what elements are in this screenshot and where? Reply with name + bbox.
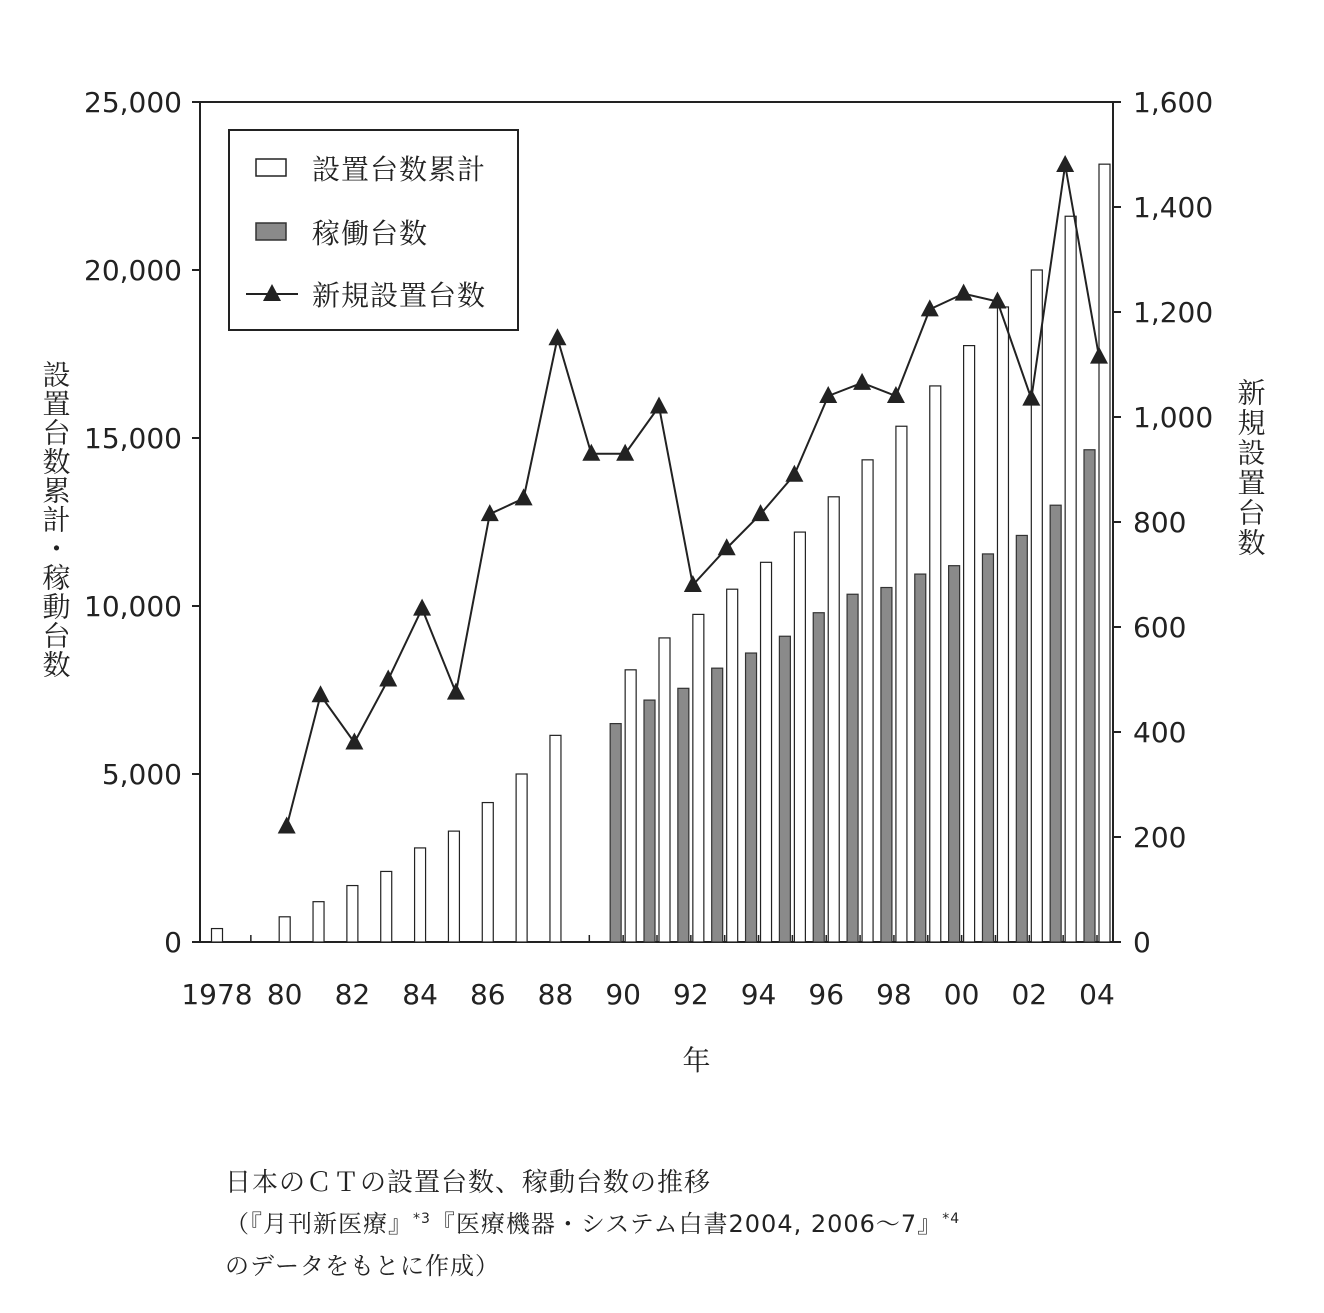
left-axis-title: 設置台数累計・稼動台数 bbox=[38, 360, 72, 679]
caption-source-1: （『月刊新医療』 bbox=[225, 1210, 413, 1238]
right-axis-title: 新規設置台数 bbox=[1233, 378, 1267, 558]
caption-source-2: 『医療機器・システム白書2004, 2006～7』 bbox=[430, 1210, 943, 1238]
new-installations-marker-1987 bbox=[515, 488, 533, 505]
x-axis-title: 年 bbox=[682, 1044, 711, 1077]
bar-operating-1991 bbox=[644, 700, 655, 942]
bar-operating-2000 bbox=[949, 566, 960, 942]
x-tick-label-2002: 02 bbox=[1011, 978, 1048, 1011]
bar-cumulative-1980 bbox=[279, 917, 290, 942]
bar-operating-2001 bbox=[982, 554, 993, 942]
legend-label-1: 稼働台数 bbox=[312, 217, 429, 250]
left-y-tick-label-2: 10,000 bbox=[84, 590, 182, 623]
new-installations-marker-1985 bbox=[447, 683, 465, 700]
left-y-tick-label-3: 15,000 bbox=[84, 422, 182, 455]
bar-cumulative-1996 bbox=[828, 497, 839, 942]
new-installations-marker-1986 bbox=[481, 504, 499, 521]
bar-operating-2002 bbox=[1016, 535, 1027, 942]
caption-title-text: 日本のＣＴの設置台数、稼動台数の推移 bbox=[225, 1168, 712, 1198]
bar-cumulative-1997 bbox=[862, 460, 873, 942]
bar-cumulative-2001 bbox=[997, 307, 1008, 942]
new-installations-marker-2003 bbox=[1056, 155, 1074, 172]
new-installations-marker-2000 bbox=[955, 284, 973, 301]
bar-cumulative-1990 bbox=[625, 670, 636, 942]
bar-cumulative-1978 bbox=[212, 929, 223, 942]
new-installations-marker-1999 bbox=[921, 299, 939, 316]
caption-note-text: のデータをもとに作成） bbox=[225, 1252, 500, 1280]
bar-cumulative-1985 bbox=[448, 831, 459, 942]
bar-cumulative-1993 bbox=[727, 589, 738, 942]
x-tick-label-1998: 98 bbox=[876, 978, 912, 1011]
x-tick-label-2000: 00 bbox=[943, 978, 980, 1011]
caption-note bbox=[225, 1246, 500, 1281]
bar-cumulative-1981 bbox=[313, 902, 324, 942]
right-y-tick-label-4: 800 bbox=[1133, 506, 1187, 539]
right-y-tick-label-8: 1,600 bbox=[1133, 86, 1214, 119]
right-y-tick-label-1: 200 bbox=[1133, 821, 1187, 854]
bar-operating-1993 bbox=[712, 668, 723, 942]
x-tick-label-1982: 82 bbox=[334, 978, 371, 1011]
caption-title bbox=[225, 1162, 711, 1199]
right-y-tick-label-0: 0 bbox=[1133, 926, 1151, 959]
right-y-tick-label-2: 400 bbox=[1133, 716, 1187, 749]
new-installations-marker-1983 bbox=[379, 670, 397, 687]
x-tick-label-1986: 86 bbox=[469, 978, 506, 1011]
bar-cumulative-1994 bbox=[761, 562, 772, 942]
right-y-tick-label-3: 600 bbox=[1133, 611, 1187, 644]
x-tick-label-1994: 94 bbox=[740, 978, 777, 1011]
new-installations-marker-1988 bbox=[548, 328, 566, 345]
bar-cumulative-1998 bbox=[896, 426, 907, 942]
new-installations-marker-1989 bbox=[582, 444, 600, 461]
left-y-tick-label-1: 5,000 bbox=[101, 758, 182, 791]
bar-cumulative-2003 bbox=[1065, 216, 1076, 942]
new-installations-marker-1981 bbox=[312, 685, 330, 702]
bar-operating-1994 bbox=[746, 653, 757, 942]
new-installations-marker-1991 bbox=[650, 397, 668, 414]
bar-cumulative-1984 bbox=[415, 848, 426, 942]
x-tick-label-1992: 92 bbox=[673, 978, 709, 1011]
legend-label-2: 新規設置台数 bbox=[312, 279, 487, 312]
bar-cumulative-1995 bbox=[794, 532, 805, 942]
bar-operating-1990 bbox=[610, 724, 621, 942]
legend-swatch-operating bbox=[256, 223, 286, 240]
right-y-tick-label-6: 1,200 bbox=[1133, 296, 1214, 329]
bar-cumulative-1986 bbox=[482, 803, 493, 942]
bar-operating-1996 bbox=[813, 613, 824, 942]
left-y-tick-label-0: 0 bbox=[164, 926, 182, 959]
new-installations-marker-1984 bbox=[413, 599, 431, 616]
x-tick-label-2004: 04 bbox=[1079, 978, 1115, 1011]
bar-operating-1995 bbox=[779, 636, 790, 942]
x-tick-label-1988: 88 bbox=[537, 978, 574, 1011]
bar-operating-2003 bbox=[1050, 505, 1061, 942]
bar-cumulative-2002 bbox=[1031, 270, 1042, 942]
left-y-tick-label-4: 20,000 bbox=[84, 254, 182, 287]
bar-operating-1999 bbox=[915, 574, 926, 942]
bar-cumulative-1999 bbox=[930, 386, 941, 942]
x-tick-label-1996: 96 bbox=[808, 978, 845, 1011]
bar-cumulative-1988 bbox=[550, 735, 561, 942]
new-installations-marker-1980 bbox=[278, 817, 296, 834]
bar-operating-1997 bbox=[847, 594, 858, 942]
left-y-tick-label-5: 25,000 bbox=[84, 86, 182, 119]
bar-cumulative-1992 bbox=[693, 614, 704, 942]
legend-swatch-cumulative bbox=[256, 159, 286, 176]
bar-operating-1998 bbox=[881, 588, 892, 942]
bar-operating-2004 bbox=[1084, 450, 1095, 942]
bar-cumulative-1983 bbox=[381, 871, 392, 942]
right-y-tick-label-7: 1,400 bbox=[1133, 191, 1214, 224]
right-y-tick-label-5: 1,000 bbox=[1133, 401, 1214, 434]
new-installations-marker-1997 bbox=[853, 373, 871, 390]
caption-footnote-1: *3 bbox=[413, 1211, 431, 1227]
bar-operating-1992 bbox=[678, 688, 689, 942]
x-tick-label-1984: 84 bbox=[402, 978, 438, 1011]
x-tick-label-1990: 90 bbox=[605, 978, 641, 1011]
bar-cumulative-1982 bbox=[347, 886, 358, 942]
bar-cumulative-1987 bbox=[516, 774, 527, 942]
caption-source bbox=[225, 1204, 960, 1239]
caption-footnote-2: *4 bbox=[942, 1211, 961, 1227]
bar-cumulative-2000 bbox=[964, 346, 975, 942]
new-installations-marker-1995 bbox=[785, 465, 803, 482]
x-tick-label-1978: 1978 bbox=[181, 978, 253, 1011]
x-tick-label-1980: 80 bbox=[266, 978, 303, 1011]
legend-label-0: 設置台数累計 bbox=[312, 153, 487, 186]
bar-cumulative-2004 bbox=[1099, 164, 1110, 942]
bar-cumulative-1991 bbox=[659, 638, 670, 942]
